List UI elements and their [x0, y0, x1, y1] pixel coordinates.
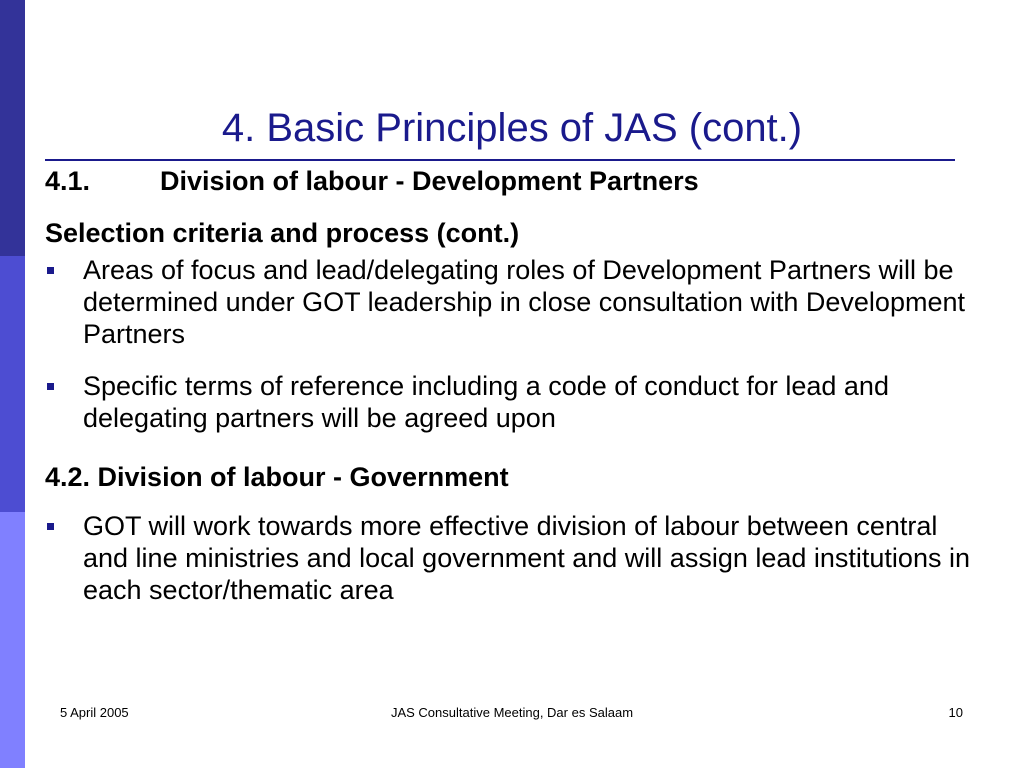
- selection-criteria-heading: Selection criteria and process (cont.): [45, 218, 520, 248]
- bullet-item: [45, 254, 975, 350]
- square-bullet-icon: [47, 267, 54, 274]
- bullet-text: Specific terms of reference including a code of conduct for lead and delegating partners will be agreed upon: [83, 371, 889, 433]
- bullet-text: GOT will work towards more effective division of labour between central and line ministries and local government and will assign lead institutions in each sector/thematic area: [83, 511, 970, 605]
- title-divider: [45, 159, 955, 161]
- slide-title: 4. Basic Principles of JAS (cont.): [221, 106, 803, 150]
- section-4-2-heading: 4.2. Division of labour - Government: [45, 462, 509, 492]
- square-bullet-icon: [47, 383, 54, 390]
- section-4-1-heading: [45, 164, 975, 198]
- slide-content: [45, 164, 975, 606]
- bullet-item: [45, 370, 975, 434]
- sidebar-band-bottom: [0, 512, 25, 768]
- section-4-1-number: 4.1.: [45, 166, 91, 196]
- bullet-item: [45, 510, 975, 606]
- footer-date: 5 April 2005: [60, 705, 129, 720]
- bullet-text: Areas of focus and lead/delegating roles of Development Partners will be determined under GOT leadership in close consultation with Development Partners: [83, 255, 965, 349]
- section-4-1-title: Division of labour - Development Partners: [160, 166, 699, 196]
- square-bullet-icon: [47, 523, 54, 530]
- footer-page-number: 10: [948, 705, 963, 720]
- footer-event: JAS Consultative Meeting, Dar es Salaam: [390, 705, 634, 720]
- sidebar-band-middle: [0, 256, 25, 512]
